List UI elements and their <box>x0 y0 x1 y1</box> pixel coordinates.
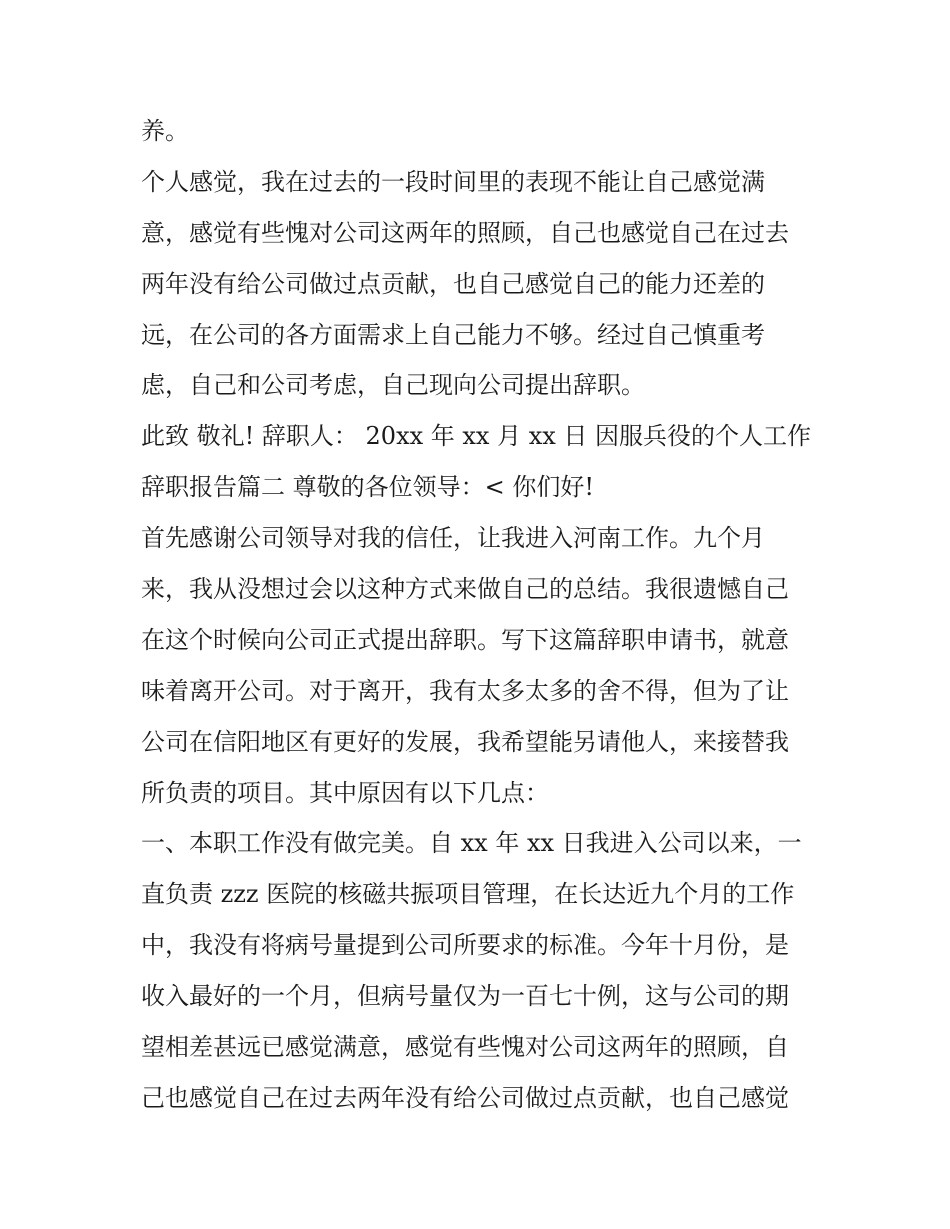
text-line: 收入最好的一个月，但病号量仅为一百七十例，这与公司的期 <box>141 982 789 1011</box>
text-line: 望相差甚远已感觉满意，感觉有些愧对公司这两年的照顾，自 <box>141 1033 789 1062</box>
text-line: 一、本职工作没有做完美。自 xx 年 xx 日我进入公司以来，一 <box>141 829 802 858</box>
text-line: 远，在公司的各方面需求上自己能力不够。经过自己慎重考 <box>141 320 765 349</box>
text-line: 在这个时候向公司正式提出辞职。写下这篇辞职申请书，就意 <box>141 625 789 654</box>
text-line: 个人感觉，我在过去的一段时间里的表现不能让自己感觉满 <box>141 167 765 196</box>
text-line: 首先感谢公司领导对我的信任，让我进入河南工作。九个月 <box>141 524 765 553</box>
document-body <box>141 106 821 1124</box>
text-line: 意，感觉有些愧对公司这两年的照顾，自己也感觉自己在过去 <box>141 218 789 247</box>
text-line: 此致 敬礼! 辞职人： 20xx 年 xx 月 xx 日 因服兵役的个人工作 <box>141 422 812 451</box>
text-line: 中，我没有将病号量提到公司所要求的标准。今年十月份，是 <box>141 931 789 960</box>
text-line: 味着离开公司。对于离开，我有太多太多的舍不得，但为了让 <box>141 676 789 705</box>
text-line: 虑，自己和公司考虑，自己现向公司提出辞职。 <box>141 371 645 400</box>
text-line: 来，我从没想过会以这种方式来做自己的总结。我很遗憾自己 <box>141 575 789 604</box>
text-line: 两年没有给公司做过点贡献，也自己感觉自己的能力还差的 <box>141 269 765 298</box>
text-line: 直负责 zzz 医院的核磁共振项目管理，在长达近九个月的工作 <box>141 880 795 909</box>
text-line: 辞职报告篇二 尊敬的各位领导：< 你们好! <box>141 473 595 502</box>
text-line: 所负责的项目。其中原因有以下几点： <box>141 778 549 807</box>
text-line: 公司在信阳地区有更好的发展，我希望能另请他人，来接替我 <box>141 727 789 756</box>
text-line: 己也感觉自己在过去两年没有给公司做过点贡献，也自己感觉 <box>141 1083 789 1112</box>
text-line: 养。 <box>141 117 189 145</box>
